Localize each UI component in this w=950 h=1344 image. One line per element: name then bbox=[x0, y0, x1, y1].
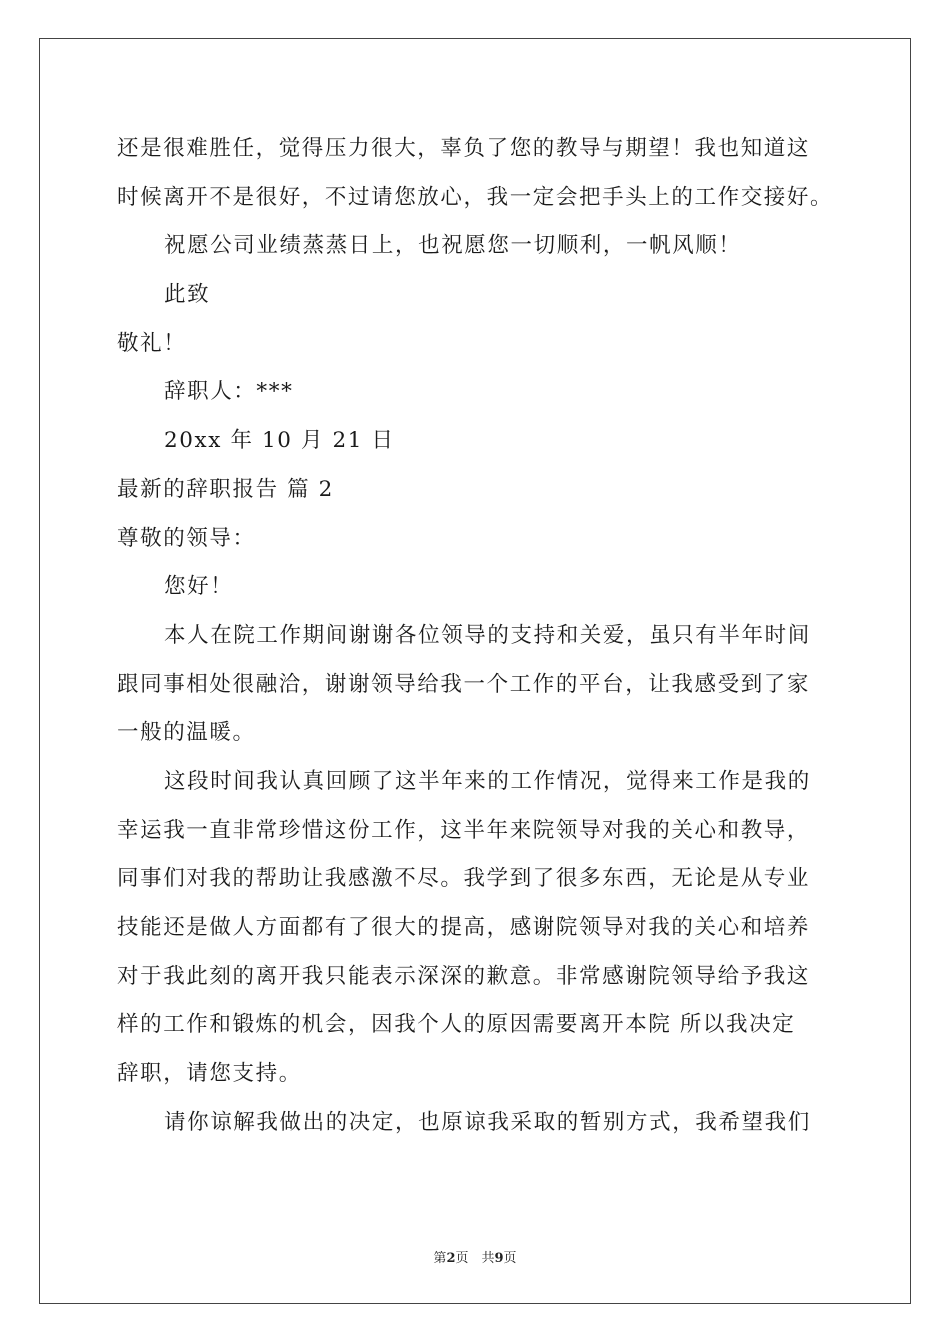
paragraph-line: 请你谅解我做出的决定，也原谅我采取的暂别方式，我希望我们 bbox=[164, 1109, 811, 1135]
paragraph-line: 同事们对我的帮助让我感激不尽。我学到了很多东西，无论是从专业 bbox=[117, 866, 811, 892]
paragraph-line: 时候离开不是很好，不过请您放心，我一定会把手头上的工作交接好。 bbox=[117, 184, 834, 210]
paragraph-line: 技能还是做人方面都有了很大的提高，感谢院领导对我的关心和培养 bbox=[117, 915, 811, 940]
paragraph-line: 还是很难胜任，觉得压力很大，辜负了您的教导与期望！我也知道这 bbox=[117, 136, 811, 161]
paragraph-line: 一般的温暖。 bbox=[117, 720, 256, 746]
greeting-line: 尊敬的领导： bbox=[117, 525, 256, 551]
footer-prefix: 第 bbox=[433, 1251, 447, 1266]
paragraph-line: 跟同事相处很融洽，谢谢领导给我一个工作的平台，让我感受到了家 bbox=[117, 671, 811, 697]
current-page-number: 2 bbox=[446, 1251, 456, 1266]
page-footer bbox=[0, 1247, 950, 1266]
footer-suffix: 页 bbox=[503, 1251, 517, 1266]
signature-line: 辞职人：*** bbox=[164, 379, 294, 405]
paragraph-line: 这段时间我认真回顾了这半年来的工作情况，觉得来工作是我的 bbox=[164, 768, 811, 794]
paragraph-line: 样的工作和锻炼的机会，因我个人的原因需要离开本院 所以我决定 bbox=[117, 1012, 796, 1038]
paragraph-line: 幸运我一直非常珍惜这份工作，这半年来院领导对我的关心和教导， bbox=[117, 817, 811, 843]
date-line: 20xx 年 10 月 21 日 bbox=[164, 428, 395, 454]
paragraph-line: 本人在院工作期间谢谢各位领导的支持和关爱，虽只有半年时间 bbox=[164, 622, 811, 648]
total-page-count: 9 bbox=[494, 1251, 504, 1266]
closing-regards: 敬礼！ bbox=[117, 330, 187, 356]
paragraph-line: 祝愿公司业绩蒸蒸日上，也祝愿您一切顺利，一帆风顺！ bbox=[164, 233, 742, 259]
closing-salutation: 此致 bbox=[164, 282, 211, 308]
section-heading: 最新的辞职报告 篇 2 bbox=[117, 476, 334, 502]
paragraph-line: 对于我此刻的离开我只能表示深深的歉意。非常感谢院领导给予我这 bbox=[117, 963, 811, 989]
paragraph-line: 辞职，请您支持。 bbox=[117, 1061, 302, 1087]
greeting-hello: 您好！ bbox=[164, 574, 234, 600]
footer-middle: 页 共 bbox=[455, 1251, 495, 1266]
document-body bbox=[117, 125, 837, 1147]
